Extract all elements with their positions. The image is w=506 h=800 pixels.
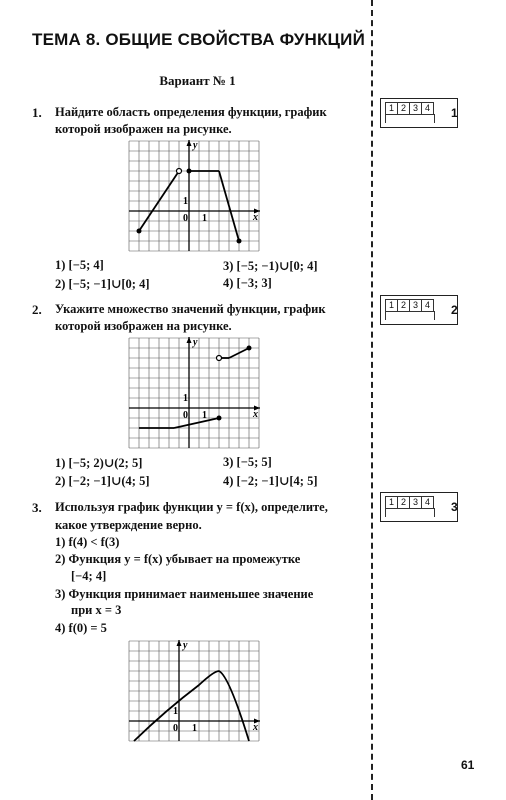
question-1-text-line1: Найдите область определения функции, график <box>55 105 327 119</box>
closed-point <box>237 239 242 244</box>
task-label-2: 2 <box>451 303 458 317</box>
x-axis-label: x <box>253 722 258 733</box>
variant-heading: Вариант № 1 <box>159 73 236 88</box>
answer-cell[interactable]: 2 <box>397 102 410 115</box>
x-unit-label: 1 <box>202 213 207 224</box>
question-1-text-line2: которой изображен на рисунке. <box>55 122 232 136</box>
answer-box-1[interactable] <box>380 98 458 128</box>
q3-statement-1: 1) f(4) < f(3) <box>55 535 120 549</box>
q3-statement-2-interval: [−4; 4] <box>71 569 107 583</box>
y-axis-label: y <box>193 140 198 151</box>
cut-line <box>371 0 373 800</box>
q3-statement-2: 2) Функция y = f(x) убывает на промежутке <box>55 552 301 566</box>
q1-option-3: 3) [−5; −1)∪[0; 4] <box>223 259 318 273</box>
answer-cell[interactable]: 2 <box>397 299 410 312</box>
q1-option-2: 2) [−5; −1]∪[0; 4] <box>55 277 150 291</box>
question-1-graph <box>126 138 266 254</box>
question-2-graph <box>126 335 266 451</box>
question-3-text-line2: какое утверждение верно. <box>55 518 202 532</box>
q3-statement-3-cont: при x = 3 <box>71 603 122 617</box>
answer-cell[interactable]: 3 <box>409 299 422 312</box>
q3-statement-4: 4) f(0) = 5 <box>55 621 107 635</box>
q2-option-2: 2) [−2; −1]∪(4; 5] <box>55 474 150 488</box>
answer-field[interactable] <box>385 508 435 517</box>
y-axis-label: y <box>193 337 198 348</box>
x-axis-label: x <box>253 409 258 420</box>
answer-cell[interactable]: 1 <box>385 496 398 509</box>
graph-axes <box>129 337 260 448</box>
task-label-1: 1 <box>451 106 458 120</box>
answer-cell[interactable]: 1 <box>385 102 398 115</box>
open-point <box>177 169 182 174</box>
origin-label: 0 <box>173 723 178 734</box>
q1-option-4: 4) [−3; 3] <box>223 276 272 290</box>
answer-box-3[interactable] <box>380 492 458 522</box>
x-axis-label: x <box>253 212 258 223</box>
page-title: ТЕМА 8. ОБЩИЕ СВОЙСТВА ФУНКЦИЙ <box>32 30 366 49</box>
question-2-text-line2: которой изображен на рисунке. <box>55 319 232 333</box>
question-3-graph <box>126 638 266 744</box>
origin-label: 0 <box>183 410 188 421</box>
answer-cell[interactable]: 4 <box>421 102 434 115</box>
answer-box-2[interactable] <box>380 295 458 325</box>
y-unit-label: 1 <box>183 196 188 207</box>
y-unit-label: 1 <box>173 706 178 717</box>
question-2-number: 2. <box>32 302 42 317</box>
question-2-text-line1: Укажите множество значений функции, график <box>55 302 326 316</box>
answer-cell[interactable]: 2 <box>397 496 410 509</box>
graph-axes <box>129 140 260 251</box>
question-1-number: 1. <box>32 105 42 120</box>
q2-option-4: 4) [−2; −1]∪[4; 5] <box>223 474 318 488</box>
closed-point <box>217 416 222 421</box>
y-unit-label: 1 <box>183 393 188 404</box>
question-3-text-line1: Используя график функции y = f(x), определите, <box>55 500 328 514</box>
q3-statement-3: 3) Функция принимает наименьшее значение <box>55 587 314 601</box>
task-label-3: 3 <box>451 500 458 514</box>
origin-label: 0 <box>183 213 188 224</box>
question-3-number: 3. <box>32 500 42 515</box>
answer-cell[interactable]: 3 <box>409 496 422 509</box>
graph-grid <box>129 338 259 448</box>
closed-point <box>137 229 142 234</box>
answer-cell[interactable]: 4 <box>421 496 434 509</box>
answer-cell[interactable]: 3 <box>409 102 422 115</box>
page-number: 61 <box>461 758 475 772</box>
q2-option-1: 1) [−5; 2)∪(2; 5] <box>55 456 143 470</box>
closed-point <box>247 346 252 351</box>
q1-option-1: 1) [−5; 4] <box>55 258 104 272</box>
answer-field[interactable] <box>385 311 435 320</box>
y-axis-label: y <box>183 640 188 651</box>
graph-grid <box>129 141 259 251</box>
answer-cell[interactable]: 1 <box>385 299 398 312</box>
q2-option-3: 3) [−5; 5] <box>223 455 272 469</box>
closed-point <box>187 169 192 174</box>
open-point <box>217 356 222 361</box>
x-unit-label: 1 <box>202 410 207 421</box>
x-unit-label: 1 <box>192 723 197 734</box>
answer-field[interactable] <box>385 114 435 123</box>
answer-cell[interactable]: 4 <box>421 299 434 312</box>
